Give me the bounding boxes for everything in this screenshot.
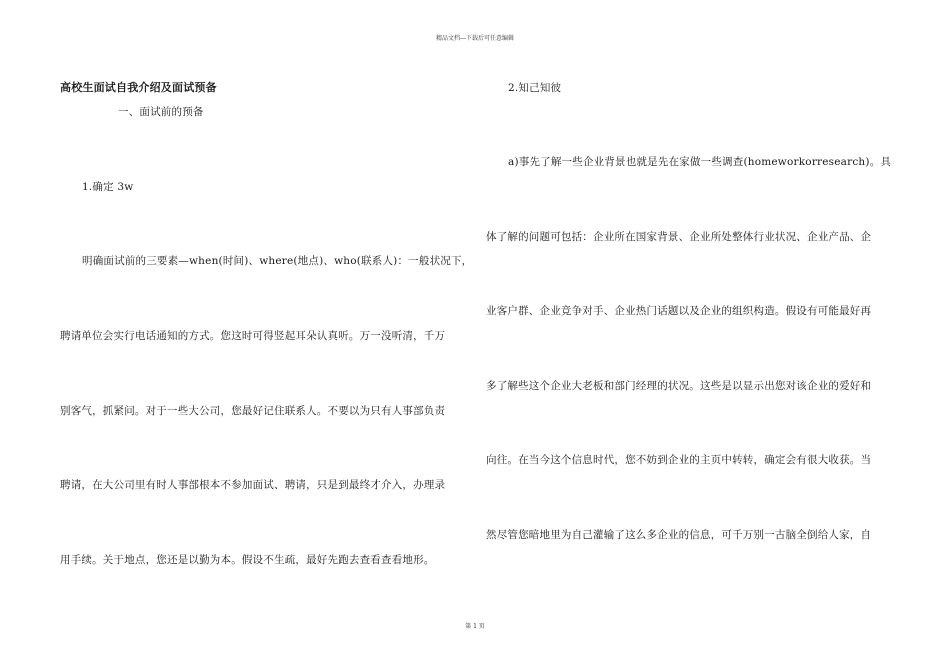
document-title: 高校生面试自我介绍及面试预备	[60, 81, 217, 94]
body-line: 明确面试前的三要素—when(时间)、where(地点)、who(联系人)：一般状况下，	[82, 255, 473, 267]
section-heading: 一、面试前的预备	[118, 106, 204, 118]
body-line: 聘请单位会实行电话通知的方式。您这时可得竖起耳朵认真听。万一没听清，千万	[60, 330, 446, 342]
body-line: 然尽管您暗地里为自己灌输了这么多企业的信息，可千万别一古脑全倒给人家，自	[486, 529, 872, 541]
body-line: 别客气，抓紧问。对于一些大公司，您最好记住联系人。不要以为只有人事部负责	[60, 405, 446, 417]
body-line: 多了解些这个企业大老板和部门经理的状况。这些是以显示出您对该企业的爱好和	[486, 380, 872, 392]
body-line: 体了解的问题可包括：企业所在国家背景、企业所处整体行业状况、企业产品、企	[486, 231, 872, 243]
body-line: 聘请，在大公司里有时人事部根本不参加面试、聘请，只是到最终才介入，办理录	[60, 479, 446, 491]
subsection-heading: 1.确定 3w	[82, 181, 134, 193]
body-line: 用手续。关于地点，您还是以勤为本。假设不生疏，最好先跑去查看查看地形。	[60, 554, 435, 566]
body-line: a)事先了解一些企业背景也就是先在家做一些调查(homeworkorresearch)。具	[508, 156, 892, 168]
subsection-heading: 2.知己知彼	[508, 82, 562, 94]
page-number: 第 1 页	[465, 623, 485, 630]
body-line: 业客户群、企业竞争对手、企业热门话题以及企业的组织构造。假设有可能最好再	[486, 305, 872, 317]
page-header: 精品文档---下载后可任意编辑	[435, 35, 515, 42]
body-line: 向往。在当今这个信息时代，您不妨到企业的主页中转转，确定会有很大收获。当	[486, 454, 872, 466]
